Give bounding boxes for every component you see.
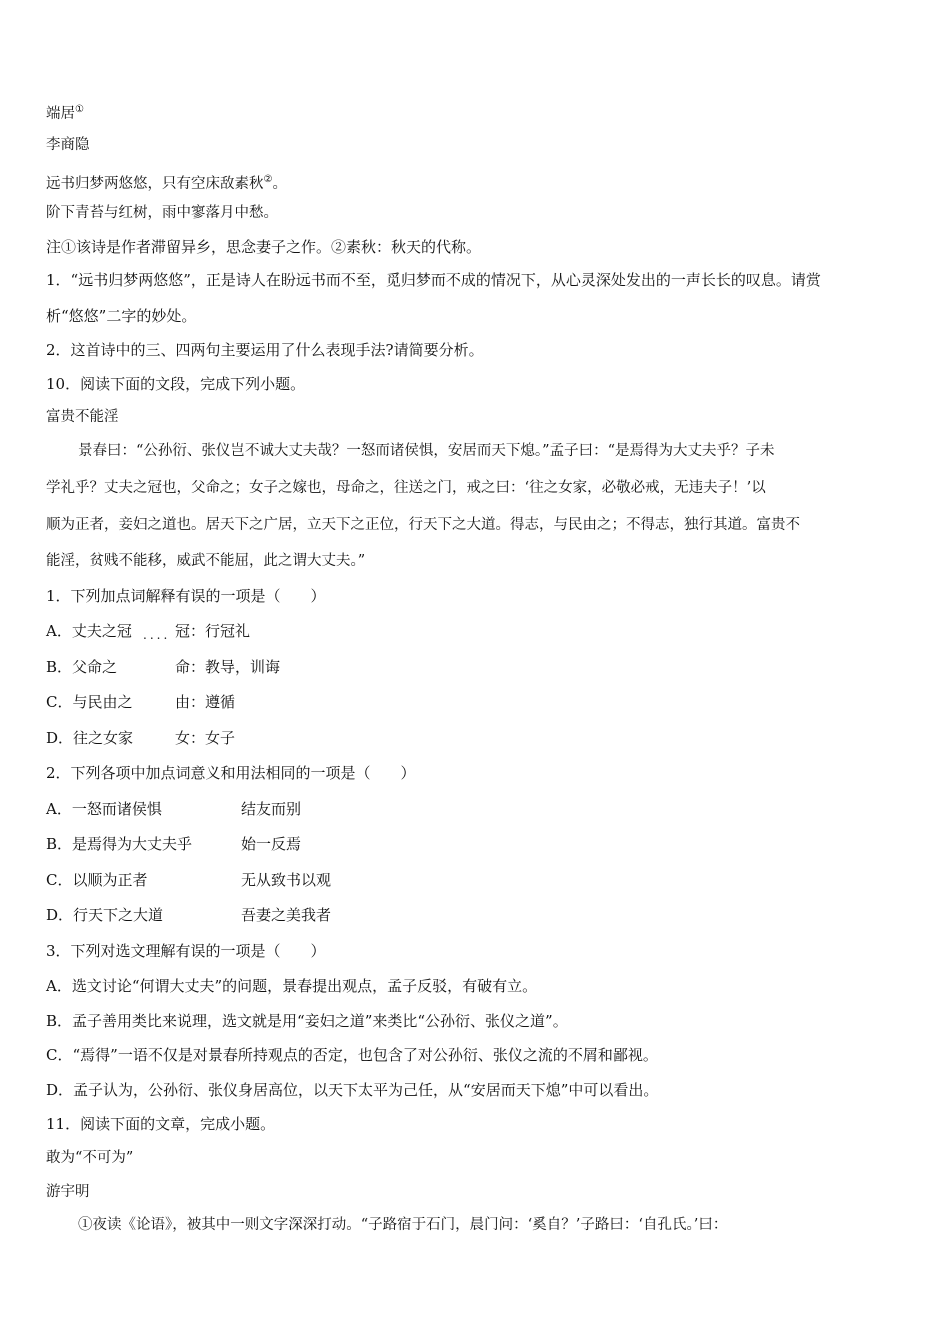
footnote-mark: ① xyxy=(75,104,84,115)
q11-heading: 11．阅读下面的文章，完成小题。 xyxy=(46,1115,276,1133)
sub2-option-c: C．以顺为正者 xyxy=(46,871,148,889)
emphasis-dots: .... xyxy=(143,628,171,642)
sub2-option-d: D．行天下之大道 xyxy=(46,906,164,924)
q10-heading: 10．阅读下面的文段，完成下列小题。 xyxy=(46,375,306,393)
poem-question-2: 2．这首诗中的三、四两句主要运用了什么表现手法?请简要分析。 xyxy=(46,341,484,359)
footnote-mark: ② xyxy=(263,174,273,185)
poem-line-2: 阶下青苔与红树，雨中寥落月中愁。 xyxy=(46,205,278,221)
sub2-option-d-pair: 吾妻之美我者 xyxy=(241,906,332,924)
sub1-option-a-gloss: 冠：行冠礼 xyxy=(175,622,251,640)
q11-paragraph-1: ①夜读《论语》，被其中一则文字深深打动。“子路宿于石门，晨门问：‘奚自？’子路曰：‘自孔氏。’曰： xyxy=(78,1217,728,1233)
passage-line: 能淫，贫贱不能移，威武不能屈，此之谓大丈夫。” xyxy=(46,553,366,569)
q11-author: 游宇明 xyxy=(46,1184,90,1200)
poem-question-1-cont: 析“悠悠”二字的妙处。 xyxy=(46,307,197,325)
poem-note: 注①该诗是作者滞留异乡，思念妻子之作。②素秋：秋天的代称。 xyxy=(46,238,482,256)
sub3-option-a: A．选文讨论“何谓大丈夫”的问题，景春提出观点，孟子反驳，有破有立。 xyxy=(46,977,538,995)
poem-line-1: 远书归梦两悠悠，只有空床敌素秋②。 xyxy=(46,174,287,192)
sub2-option-b: B．是焉得为大丈夫乎 xyxy=(46,835,193,853)
poem-author: 李商隐 xyxy=(46,137,90,153)
poem-title: 端居① xyxy=(46,104,84,122)
passage-line: 顺为正者，妾妇之道也。居天下之广居，立天下之正位，行天下之大道。得志，与民由之；不得志，独行其道。富贵不 xyxy=(46,517,800,533)
sub3-option-c: C．“焉得”一语不仅是对景春所持观点的否定，也包含了对公孙衍、张仪之流的不屑和鄙视。 xyxy=(46,1046,658,1064)
sub2-option-b-pair: 始一反焉 xyxy=(241,835,302,853)
sub2-stem: 2．下列各项中加点词意义和用法相同的一项是（ ） xyxy=(46,764,416,782)
poem-question-1: 1．“远书归梦两悠悠”，正是诗人在盼远书而不至，觅归梦而不成的情况下，从心灵深处发出的一声长长的叹息。请赏 xyxy=(46,271,821,289)
sub1-option-d-gloss: 女：女子 xyxy=(175,729,236,747)
sub3-option-b: B．孟子善用类比来说理，选文就是用“妾妇之道”来类比“公孙衍、张仪之道”。 xyxy=(46,1012,568,1030)
sub1-option-c-gloss: 由：遵循 xyxy=(175,693,236,711)
sub1-option-b-gloss: 命：教导，训诲 xyxy=(175,658,281,676)
q11-title: 敢为“不可为” xyxy=(46,1150,134,1166)
sub2-option-a-pair: 结友而别 xyxy=(241,800,302,818)
passage-line: 学礼乎？丈夫之冠也，父命之；女子之嫁也，母命之，往送之门，戒之曰：‘往之女家，必敬必戒，无违夫子！’以 xyxy=(46,480,766,496)
sub1-option-d: D．往之女家 xyxy=(46,729,134,747)
sub3-stem: 3．下列对选文理解有误的一项是（ ） xyxy=(46,942,326,960)
sub1-option-c: C．与民由之 xyxy=(46,693,133,711)
sub1-option-b: B．父命之 xyxy=(46,658,118,676)
sub1-stem: 1．下列加点词解释有误的一项是（ ） xyxy=(46,587,326,605)
sub3-option-d: D．孟子认为，公孙衍、张仪身居高位，以天下太平为己任，从“安居而天下熄”中可以看出。 xyxy=(46,1081,659,1099)
q10-title: 富贵不能淫 xyxy=(46,409,119,425)
sub2-option-a: A．一怒而诸侯惧 xyxy=(46,800,162,818)
sub1-option-a: A．丈夫之冠 xyxy=(46,622,132,640)
sub2-option-c-pair: 无从致书以观 xyxy=(241,871,332,889)
passage-line: 景春曰：“公孙衍、张仪岂不诚大丈夫哉？一怒而诸侯惧，安居而天下熄。”孟子曰：“是焉得为大丈夫乎？子未 xyxy=(78,443,775,459)
